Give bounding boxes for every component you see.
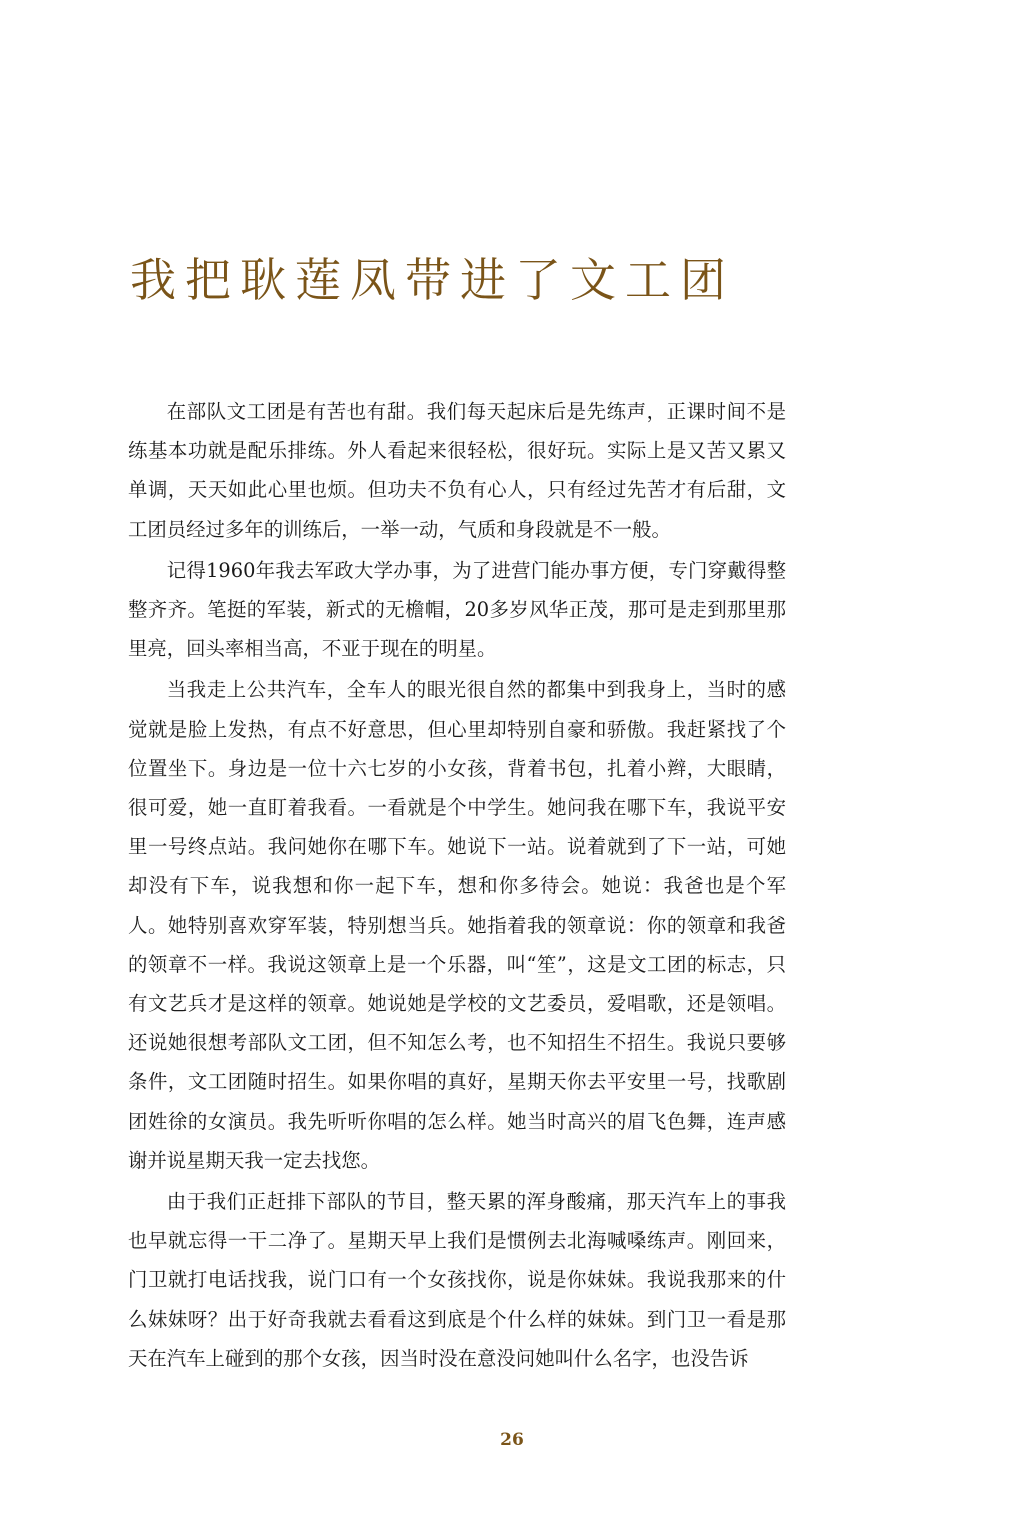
page-number: 26: [500, 1430, 524, 1450]
body-text: [128, 392, 786, 1380]
paragraph: 当我走上公共汽车，全车人的眼光很自然的都集中到我身上，当时的感觉就是脸上发热，有点不好意思，但心里却特别自豪和骄傲。我赶紧找了个位置坐下。身边是一位十六七岁的小女孩，背着书包，扎着小辫，大眼睛，很可爱，她一直盯着我看。一看就是个中学生。她问我在哪下车，我说平安里一号终点站。我问她你在哪下车。她说下一站。说着就到了下一站，可她却没有下车，说我想和你一起下车，想和你多待会。她说：我爸也是个军人。她特别喜欢穿军装，特别想当兵。她指着我的领章说：你的领章和我爸的领章不一样。我说这领章上是一个乐器，叫“笙”，这是文工团的标志，只有文艺兵才是这样的领章。她说她是学校的文艺委员，爱唱歌，还是领唱。还说她很想考部队文工团，但不知怎么考，也不知招生不招生。我说只要够条件，文工团随时招生。如果你唱的真好，星期天你去平安里一号，找歌剧团姓徐的女演员。我先听听你唱的怎么样。她当时高兴的眉飞色舞，连声感谢并说星期天我一定去找您。: [128, 678, 786, 1172]
paragraph: 由于我们正赶排下部队的节目，整天累的浑身酸痛，那天汽车上的事我也早就忘得一干二净了。星期天早上我们是惯例去北海喊嗓练声。刚回来，门卫就打电话找我，说门口有一个女孩找你，说是你妹妹。我说我那来的什么妹妹呀？出于好奇我就去看看这到底是个什么样的妹妹。到门卫一看是那天在汽车上碰到的那个女孩，因当时没在意没问她叫什么名字，也没告诉: [128, 1190, 786, 1370]
chapter-title: 我把耿莲凤带进了文工团: [130, 253, 735, 307]
paragraph: 记得1960年我去军政大学办事，为了进营门能办事方便，专门穿戴得整整齐齐。笔挺的军装，新式的无檐帽，20多岁风华正茂，那可是走到那里那里亮，回头率相当高，不亚于现在的明星。: [128, 558, 786, 661]
paragraph: 在部队文工团是有苦也有甜。我们每天起床后是先练声，正课时间不是练基本功就是配乐排练。外人看起来很轻松，很好玩。实际上是又苦又累又单调，天天如此心里也烦。但功夫不负有心人，只有经过先苦才有后甜，文工团员经过多年的训练后，一举一动，气质和身段就是不一般。: [128, 400, 786, 541]
